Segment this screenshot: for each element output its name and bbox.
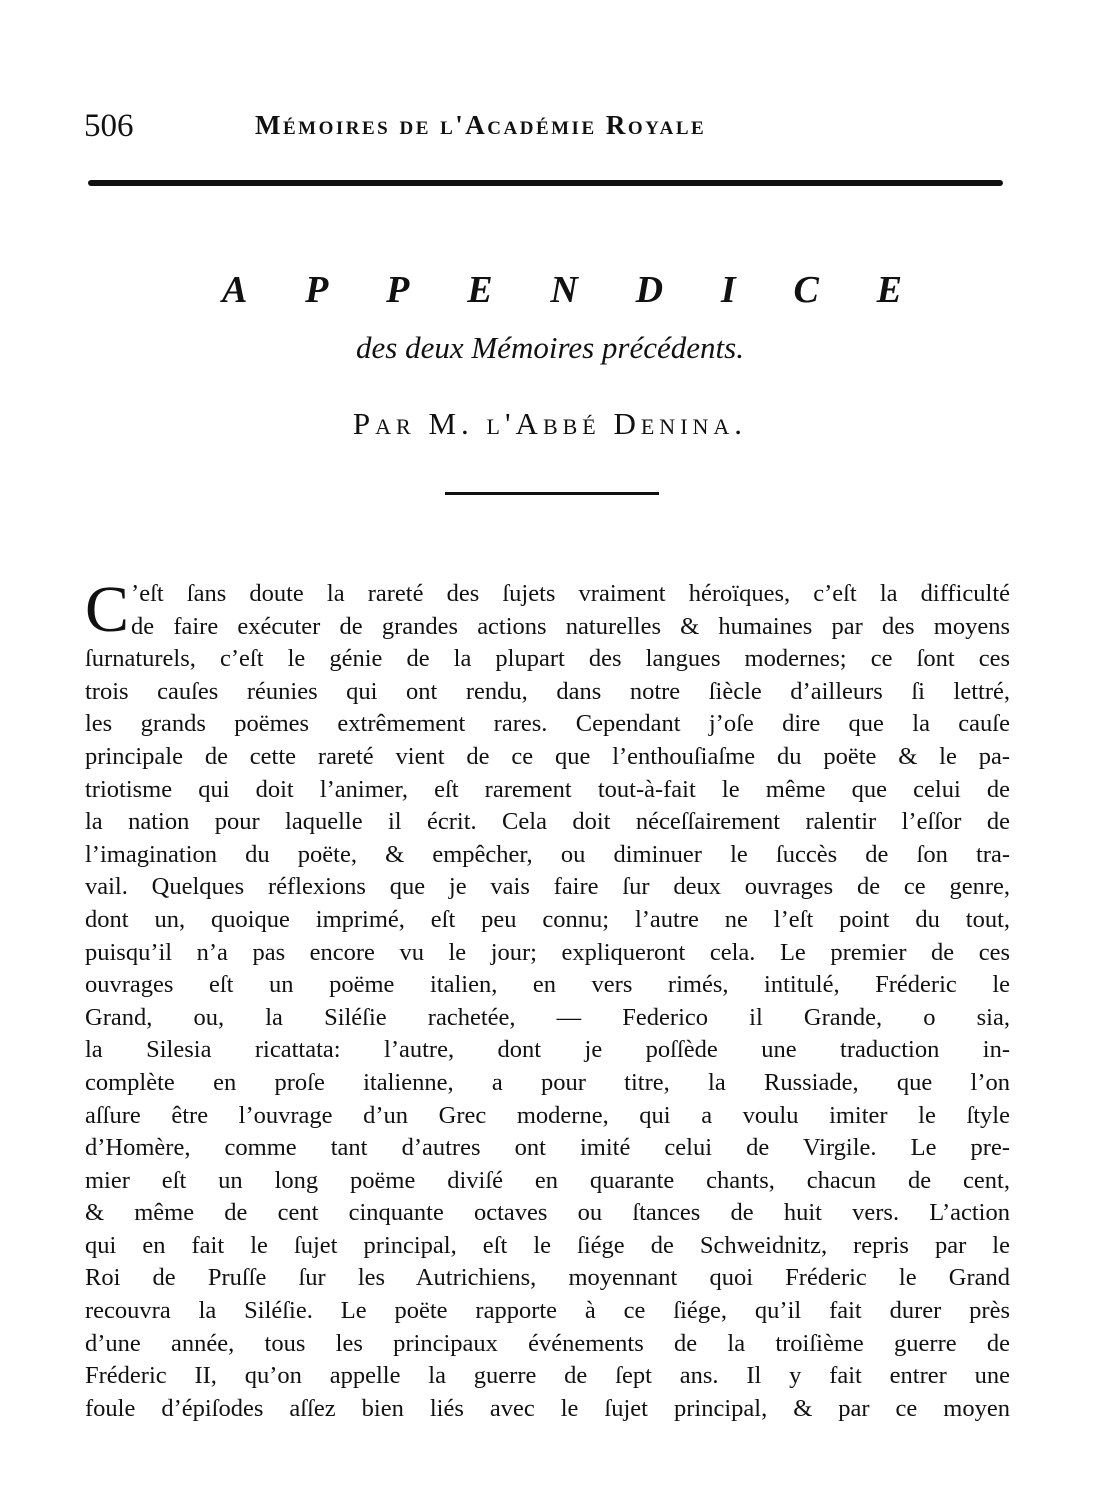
text-line: d’Homère, comme tant d’autres ont imité celui de Virgile. Le pre- bbox=[85, 1134, 1010, 1162]
text-line-content: ’eſt ſans doute la rareté des ſujets vraiment héroïques, c’eſt la difficulté bbox=[131, 580, 1010, 607]
text-line: d’une année, tous les principaux événements de la troiſième guerre de bbox=[85, 1329, 1010, 1357]
text-line: trois cauſes réunies qui ont rendu, dans notre ſiècle d’ailleurs ſi lettré, bbox=[85, 677, 1010, 705]
text-line: ſurnaturels, c’eſt le génie de la plupart des langues modernes; ce ſont ces bbox=[85, 645, 1010, 673]
text-line: recouvra la Siléſie. Le poëte rapporte à ce ſiége, qu’il fait durer près bbox=[85, 1297, 1010, 1325]
drop-cap: C bbox=[85, 573, 130, 646]
title-letter: P bbox=[386, 269, 410, 311]
text-line: Fréderic II, qu’on appelle la guerre de ſept ans. Il y fait entrer une bbox=[85, 1362, 1010, 1390]
header-rule bbox=[88, 180, 1003, 186]
text-line: la nation pour laquelle il écrit. Cela doit néceſſairement ralentir l’eſſor de bbox=[85, 808, 1010, 836]
text-line: l’imagination du poëte, & empêcher, ou diminuer le ſuccès de ſon tra- bbox=[85, 840, 1010, 868]
text-line: puisqu’il n’a pas encore vu le jour; expliqueront cela. Le premier de ces bbox=[85, 938, 1010, 966]
page-number: 506 bbox=[84, 108, 134, 144]
subtitle: des deux Mémoires précédents. bbox=[356, 330, 744, 365]
text-line: foule d’épiſodes aſſez bien liés avec le ſujet principal, & par ce moyen bbox=[85, 1394, 1010, 1422]
title-letter: E bbox=[467, 269, 493, 311]
author-byline: Par M. l'Abbé Denina. bbox=[352, 406, 748, 441]
title-letter: E bbox=[876, 269, 902, 311]
section-divider bbox=[445, 492, 659, 495]
text-line: de faire exécuter de grandes actions naturelles & humaines par des moyens bbox=[131, 612, 1010, 640]
running-title: Mémoires de l'Académie Royale bbox=[255, 110, 707, 140]
title-letter: I bbox=[720, 269, 736, 311]
text-line: qui en fait le ſujet principal, eſt le ſiége de Schweidnitz, repris par le bbox=[85, 1231, 1010, 1259]
text-line: aſſure être l’ouvrage d’un Grec moderne, qui a voulu imiter le ſtyle bbox=[85, 1101, 1010, 1129]
text-line: vail. Quelques réflexions que je vais faire ſur deux ouvrages de ce genre, bbox=[85, 873, 1010, 901]
text-line: la Silesia ricattata: l’autre, dont je poſſède une traduction in- bbox=[85, 1036, 1010, 1064]
text-line: principale de cette rareté vient de ce que l’enthouſiaſme du poëte & le pa- bbox=[85, 742, 1010, 770]
title-letter: C bbox=[793, 269, 819, 311]
text-line: Roi de Pruſſe ſur les Autrichiens, moyennant quoi Fréderic le Grand bbox=[85, 1264, 1010, 1292]
text-line: dont un, quoique imprimé, eſt peu connu; l’autre ne l’eſt point du tout, bbox=[85, 905, 1010, 933]
text-line: mier eſt un long poëme diviſé en quarante chants, chacun de cent, bbox=[85, 1166, 1010, 1194]
title-letter: N bbox=[550, 269, 578, 311]
title-letter: A bbox=[222, 269, 248, 311]
text-line: les grands poëmes extrêmement rares. Cependant j’oſe dire que la cauſe bbox=[85, 710, 1010, 738]
text-line: ouvrages eſt un poëme italien, en vers rimés, intitulé, Fréderic le bbox=[85, 971, 1010, 999]
title-letter: D bbox=[635, 269, 664, 311]
appendix-title bbox=[222, 268, 902, 312]
text-line: Grand, ou, la Siléſie rachetée, — Federico il Grande, o sia, bbox=[85, 1003, 1010, 1031]
title-letter: P bbox=[305, 269, 329, 311]
body-text bbox=[85, 573, 1010, 1425]
text-line: triotisme qui doit l’animer, eſt rarement tout-à-fait le même que celui de bbox=[85, 775, 1010, 803]
text-line: & même de cent cinquante octaves ou ſtances de huit vers. L’action bbox=[85, 1199, 1010, 1227]
text-line: complète en proſe italienne, a pour titre, la Russiade, que l’on bbox=[85, 1068, 1010, 1096]
